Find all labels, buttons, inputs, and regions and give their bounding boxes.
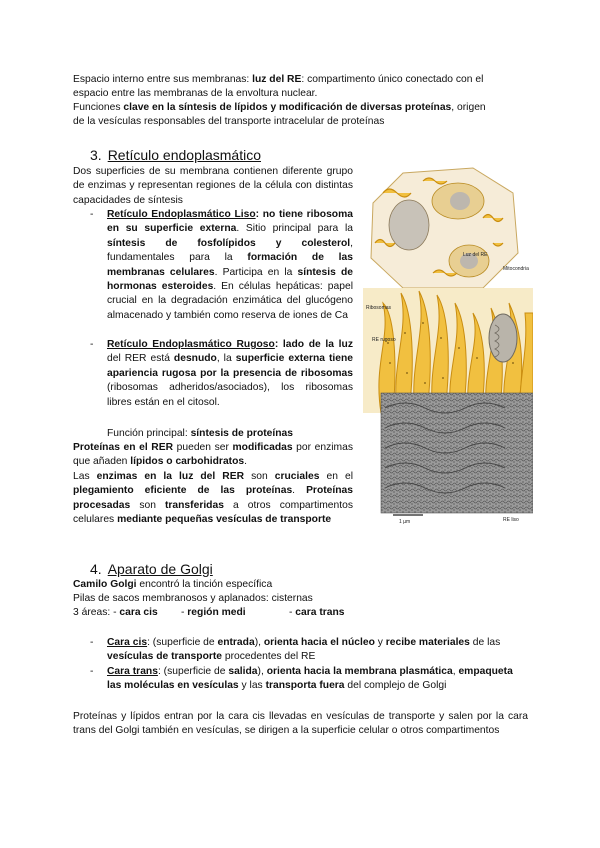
list-dash-rel: - bbox=[90, 209, 94, 220]
paragraph-enzymes: Las enzimas en la luz del RER son cruciales en el plegamiento eficiente de las proteínas. Proteínas procesadas son transferidas a otros compartimentos celulares mediante pequeñas vesículas de transporte bbox=[73, 471, 353, 526]
fig-label-luz: Luz del RE bbox=[463, 252, 488, 258]
list-dash-trans: - bbox=[90, 666, 94, 677]
rel-item: Retículo Endoplasmático Liso: no tiene ribosoma en su superficie externa. Sitio principal para la síntesis de fosfolípidos y colesterol, fundamentales para la formación de las membranas celulares. Participa en la síntesis de hormonas esteroides. En células hepáticas: papel crucial en la degradación enzimática del glucógeno almacenado y también como reserva de iones de Ca bbox=[107, 209, 353, 321]
intro-line-1: Espacio interno entre sus membranas: luz del RE: compartimento único conectado con el bbox=[73, 74, 484, 85]
golgi-line-2: Pilas de sacos membranosos y aplanados: cisternas bbox=[73, 593, 313, 604]
fig-label-mito: Mitocondria bbox=[503, 266, 529, 272]
section-3-heading bbox=[90, 146, 261, 164]
section-4-title: Aparato de Golgi bbox=[107, 561, 213, 577]
section-3-number: 3. bbox=[90, 147, 102, 163]
list-dash-rer: - bbox=[90, 339, 94, 350]
fig-label-ribo: Ribosomas bbox=[366, 305, 392, 311]
fig-label-rer: RE rugoso bbox=[372, 337, 396, 343]
golgi-closing-paragraph: Proteínas y lípidos entran por la cara cis llevadas en vesículas de transporte y salen por la cara trans del Golgi también en vesículas, se dirigen a la superficie celular o otros compartimentos bbox=[73, 711, 528, 737]
section-4-number: 4. bbox=[90, 561, 102, 577]
er-illustration bbox=[363, 163, 533, 525]
rer-item: Retículo Endoplasmático Rugoso: lado de la luz del RER está desnudo, la superficie externa tiene apariencia rugosa por la presencia de ribosomas (ribosomas adheridos/asociados), los ribosomas libres están en el citosol. bbox=[107, 339, 353, 408]
golgi-line-3: 3 áreas: - cara cis - región medi - cara trans bbox=[73, 607, 345, 618]
intro-line-4: de la vesículas responsables del transporte intracelular de proteínas bbox=[73, 116, 385, 127]
fig-label-scale: 1 µm bbox=[399, 519, 411, 525]
rer-function: Función principal: síntesis de proteínas bbox=[107, 428, 293, 439]
fig-label-liso: RE liso bbox=[503, 517, 519, 523]
paragraph-proteins-rer: Proteínas en el RER pueden ser modificadas por enzimas que añaden lípidos o carbohidratos. bbox=[73, 442, 354, 468]
intro-line-2: espacio entre las membranas de la envoltura nuclear. bbox=[73, 88, 318, 99]
intro-line-3: Funciones clave en la síntesis de lípidos y modificación de diversas proteínas, origen bbox=[73, 102, 486, 113]
golgi-line-1: Camilo Golgi encontró la tinción específica bbox=[73, 579, 273, 590]
section-4-heading bbox=[90, 560, 213, 578]
section-3-intro: Dos superficies de su membrana contienen diferente grupo de enzimas y representan regiones de la célula con distintas capacidades de síntesis bbox=[73, 166, 353, 206]
cara-cis-item: Cara cis: (superficie de entrada), orienta hacia el núcleo y recibe materiales de las vesículas de transporte procedentes del RE bbox=[107, 637, 501, 663]
list-dash-cis: - bbox=[90, 637, 94, 648]
section-3-title: Retículo endoplasmático bbox=[107, 147, 261, 163]
cara-trans-item: Cara trans: (superficie de salida), orienta hacia la membrana plasmática, empaqueta las moléculas en vesículas y las transporta fuera del complejo de Golgi bbox=[107, 666, 513, 692]
